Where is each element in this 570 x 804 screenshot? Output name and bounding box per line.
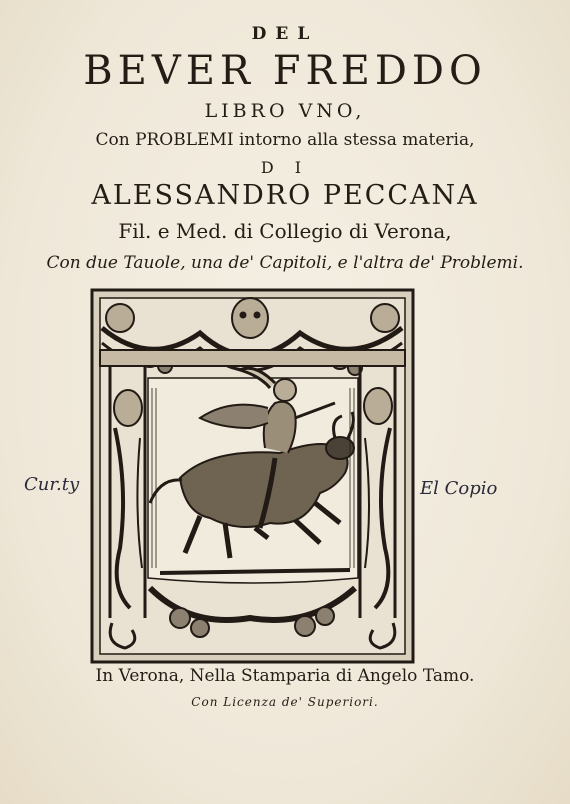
title-main: BEVER FREDDO	[83, 48, 487, 94]
title-libro: LIBRO VNO,	[204, 100, 366, 122]
imprint-place: In Verona, Nella Stamparia di Angelo Tamo.	[95, 666, 475, 686]
tables-note: Con due Tauole, una de' Capitoli, e l'altra de' Problemi.	[46, 253, 524, 273]
handwritten-note-left: Cur.ty	[24, 474, 80, 495]
title-del: DEL	[251, 24, 319, 44]
title-di: D I	[260, 158, 310, 177]
title-subtitle: Con PROBLEMI intorno alla stessa materia,	[95, 130, 475, 150]
author-affiliation: Fil. e Med. di Collegio di Verona,	[118, 219, 452, 243]
woodcut-illustration-icon	[90, 288, 415, 664]
author-name: ALESSANDRO PECCANA	[91, 180, 479, 211]
imprint-license: Con Licenza de' Superiori.	[191, 695, 379, 709]
handwritten-note-right: El Copio	[420, 478, 498, 499]
